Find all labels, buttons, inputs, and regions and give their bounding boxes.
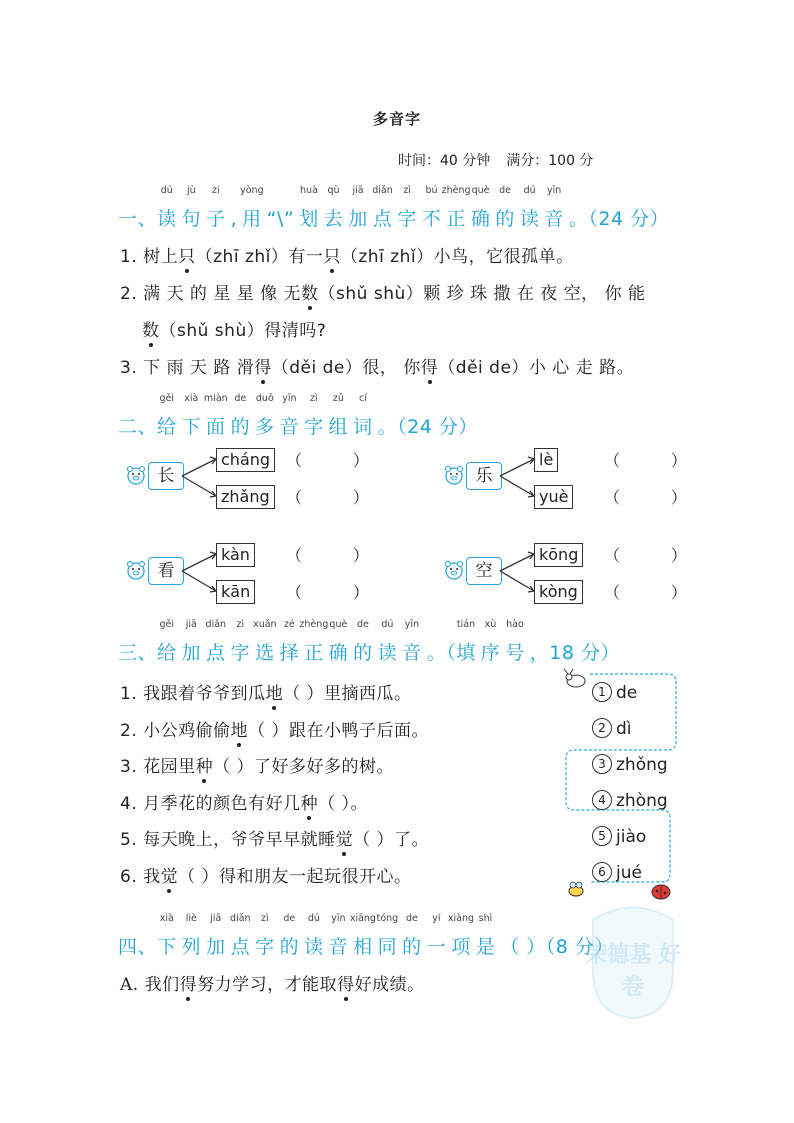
question-3-6: 6. 我觉（ ）得和朋友一起玩很开心。 [120, 862, 412, 887]
polyphone-group [118, 543, 378, 603]
dotted-char: 数 [301, 279, 319, 304]
answer-option-3 [592, 754, 668, 775]
pinyin-annotation: xuǎn [253, 619, 277, 630]
pinyin-annotation: tián [456, 619, 476, 630]
section2-heading-char: 的 de [230, 393, 251, 438]
section1-heading-char: “\” [266, 208, 295, 230]
section4-heading-char: 同 tóng [376, 913, 399, 958]
ladybug-icon [648, 880, 674, 900]
pinyin-annotation: yīn [546, 185, 562, 196]
answer-option-1 [592, 682, 637, 703]
section4-heading-char: 列 liè [181, 913, 202, 958]
option-pinyin: jué [616, 863, 642, 883]
section2-heading-char: 音 yīn [279, 393, 300, 438]
section2-heading-char: 字 zì [304, 393, 324, 438]
pinyin-annotation: zì [403, 185, 411, 196]
pinyin-annotation: xiāng [349, 913, 376, 924]
option-pinyin: dì [616, 719, 632, 739]
section3-heading-char: 点 diǎn [205, 619, 227, 664]
pig-icon [126, 560, 146, 580]
section4-heading-char: 音 yīn [328, 913, 349, 958]
section1-heading-char: 读 dú [157, 185, 177, 230]
time-info [398, 150, 609, 170]
section4-heading: 四、下 xià 列 liè 加 jiā 点 diǎn 字 zì 的 de 读 dú 音 yīn 相 xiāng 同 tóng 的 de 一 yí 项 xiàng 是 shì （ ）（8 分） [118, 913, 614, 958]
section2-heading-char: 多 duō [255, 393, 275, 438]
section1-heading-char: 音 yīn [544, 185, 564, 230]
pinyin-annotation: de [499, 185, 512, 196]
pig-icon [126, 465, 146, 485]
pig-badge [444, 458, 504, 492]
pinyin-annotation: de [283, 913, 296, 924]
pinyin-annotation: dú [523, 185, 536, 196]
pinyin-annotation: dú [381, 619, 394, 630]
polyphone-group [436, 448, 696, 508]
polyphone-group [118, 448, 378, 508]
section3-heading-char: 正 zhèng [299, 619, 329, 664]
section3-heading: 三、给 gěi 加 jiā 点 diǎn 字 zì 选 xuǎn 择 zé 正 zhèng 确 què 的 de 读 dú 音 yīn 。（填 tián 序 xù 号 hào ，18 分） [118, 619, 620, 664]
branch-lines [180, 543, 220, 603]
pig-icon [444, 560, 464, 580]
branch-lines [498, 448, 538, 508]
dotted-char: 得 [337, 970, 355, 995]
question-3-5: 5. 每天晚上，爷爷早早就睡觉（ ）了。 [120, 825, 429, 850]
pinyin-annotation: xiàng [447, 913, 475, 924]
dotted-char: 觉 [161, 862, 179, 887]
pinyin-annotation: bú [425, 185, 438, 196]
question-1-2-cont: 数（shǔ shù）得清吗? [142, 316, 326, 341]
dotted-char: 只 [323, 242, 341, 267]
section1-heading-char: 划 huà [299, 185, 319, 230]
time-limit: 时间：40 分钟 [398, 153, 491, 169]
section4-heading-char: 一 yí [426, 913, 447, 958]
dotted-char: 地 [231, 716, 249, 741]
section4-heading-char: 项 xiàng [447, 913, 475, 958]
pinyin-annotation: shì [478, 913, 493, 924]
pinyin-annotation: zì [310, 393, 318, 404]
option-number: 5 [592, 826, 612, 846]
section3-heading-char: 确 què [328, 619, 349, 664]
pinyin-annotation: zì [261, 913, 269, 924]
watermark-text: 荣德基 好卷 [585, 943, 681, 1000]
pinyin-annotation: duō [255, 393, 274, 404]
pinyin-box-top: kàn [216, 543, 255, 567]
pinyin-annotation: yí [432, 913, 441, 924]
section2-heading-char: 给 gěi [157, 393, 177, 438]
pinyin-annotation: cí [358, 393, 367, 404]
section3-tail-char: 填 tián [456, 619, 476, 664]
pinyin-annotation: zǔ [332, 393, 344, 404]
option-pinyin: zhǒng [616, 755, 668, 775]
section3-heading-char: 字 zì [230, 619, 251, 664]
pinyin-box-bottom: kān [216, 580, 255, 604]
branch-lines [498, 543, 538, 603]
pig-icon [444, 465, 464, 485]
pig-badge [444, 553, 504, 587]
section1-heading-char: , [230, 208, 238, 230]
section2-heading: 二、给 gěi 下 xià 面 miàn 的 de 多 duō 音 yīn 字 zì 组 zǔ 词 cí 。（24 分） [118, 393, 478, 438]
pinyin-annotation: zé [283, 619, 295, 630]
section2-heading-char: 组 zǔ [328, 393, 349, 438]
answer-option-2 [592, 718, 632, 739]
section1-heading-char: 字 zì [397, 185, 417, 230]
pinyin-annotation: hào [506, 619, 524, 630]
pinyin-annotation: tóng [376, 913, 399, 924]
pinyin-annotation: jiā [210, 913, 222, 924]
section1-heading-char: 加 jiā [348, 185, 368, 230]
polyphone-char: 看 [148, 557, 184, 585]
section1-heading-char: 确 què [470, 185, 491, 230]
pinyin-annotation: jiā [185, 619, 197, 630]
answer-blank[interactable]: （ ） [604, 546, 687, 565]
section1-heading-char: 子 zi [206, 185, 226, 230]
option-number: 4 [592, 790, 612, 810]
option-pinyin: jiào [616, 827, 647, 847]
pinyin-annotation: zhèng [441, 185, 471, 196]
section4-heading-char: 的 de [402, 913, 422, 958]
section2-heading-char: 面 miàn [203, 393, 228, 438]
section3-heading-char: 加 jiā [181, 619, 202, 664]
section2-heading-char: 词 cí [353, 393, 373, 438]
pinyin-annotation: de [356, 619, 369, 630]
dotted-char: 数 [142, 316, 160, 341]
question-1-2: 2. 满 天 的 星 星 像 无数（shǔ shù）颗 珍 珠 撒 在 夜 空， 你 能 [120, 279, 646, 304]
section4-heading-char: 是 shì [475, 913, 496, 958]
pinyin-annotation: zhèng [299, 619, 329, 630]
question-1-3: 3. 下 雨 天 路 滑得（děi de）很， 你得（děi de）小 心 走 路。 [120, 353, 634, 378]
section1-heading-char: 句 jù [181, 185, 202, 230]
polyphone-group [436, 543, 696, 603]
section2-heading-char: 下 xià [181, 393, 202, 438]
pinyin-annotation: zì [236, 619, 245, 630]
pinyin-box-top: kōng [534, 543, 583, 567]
pinyin-annotation: xià [184, 393, 199, 404]
page-title: 多音字 [372, 110, 421, 128]
answer-blank[interactable]: （ ） [286, 451, 369, 470]
full-score: 满分：100 分 [506, 153, 594, 169]
section3-tail-char: 号 hào [505, 619, 525, 664]
polyphone-char: 空 [466, 557, 502, 585]
question-1-1: 1. 树上只（zhī zhǐ）有一只（zhī zhǐ）小鸟，它很孤单。 [120, 242, 574, 267]
question-3-3: 3. 花园里种（ ）了好多好多的树。 [120, 752, 394, 777]
section1-heading-char: 不 bú [421, 185, 442, 230]
answer-blank[interactable]: （ ） [286, 546, 369, 565]
section1-heading-char: 读 dú [519, 185, 540, 230]
dotted-char: 只 [178, 242, 196, 267]
pinyin-annotation: de [405, 913, 418, 924]
answer-option-6 [592, 862, 642, 883]
pinyin-box-bottom: zhǎng [216, 485, 275, 509]
pinyin-annotation: dú [160, 185, 173, 196]
pinyin-annotation: diǎn [230, 913, 251, 924]
pinyin-annotation: jù [186, 185, 196, 196]
dotted-char: 地 [266, 679, 284, 704]
pinyin-box-top: cháng [216, 448, 275, 472]
section1-suffix: 。（24 分） [568, 208, 670, 230]
pinyin-annotation: miàn [203, 393, 228, 404]
pinyin-annotation: xià [159, 913, 174, 924]
pinyin-box-top: lè [534, 448, 558, 472]
pinyin-annotation: gěi [159, 619, 175, 630]
pinyin-annotation: zi [211, 185, 220, 196]
option-number: 2 [592, 718, 612, 738]
section4-heading-char: 的 de [279, 913, 300, 958]
dotted-char: 觉 [336, 825, 354, 850]
answer-blank[interactable]: （ ） [604, 451, 687, 470]
answer-blank[interactable]: （ ） [286, 488, 369, 507]
polyphone-char: 乐 [466, 462, 502, 490]
answer-blank[interactable]: （ ） [604, 488, 687, 507]
section1-prefix: 一、 [118, 208, 158, 230]
section3-heading-char: 择 zé [279, 619, 300, 664]
section3-heading-char: 的 de [353, 619, 373, 664]
dotted-char: 种 [196, 752, 214, 777]
section4-heading-char: 加 jiā [206, 913, 226, 958]
answer-option-4 [592, 790, 668, 811]
dotted-char: 得 [421, 353, 439, 378]
option-pinyin: zhòng [616, 791, 668, 811]
option-number: 6 [592, 862, 612, 882]
pinyin-annotation: xù [484, 619, 497, 630]
section3-heading-char: 读 dú [377, 619, 398, 664]
pinyin-annotation: qù [327, 185, 340, 196]
pinyin-annotation: yīn [282, 393, 297, 404]
section1-heading-char: 点 diǎn [372, 185, 393, 230]
section4-heading-char: 字 zì [255, 913, 275, 958]
pinyin-annotation: diǎn [372, 185, 393, 196]
pinyin-annotation: què [329, 619, 348, 630]
section4-heading-char: 相 xiāng [349, 913, 376, 958]
section3-tail-char: 序 xù [480, 619, 501, 664]
question-3-2: 2. 小公鸡偷偷地（ ）跟在小鸭子后面。 [120, 716, 429, 741]
section1-heading-char: 正 zhèng [441, 185, 471, 230]
pig-badge [126, 553, 186, 587]
dotted-char: 得 [254, 353, 272, 378]
pinyin-annotation: yīn [331, 913, 346, 924]
option-a: A. 我们得努力学习，才能取得好成绩。 [120, 970, 425, 995]
dotted-char: 种 [301, 789, 319, 814]
section3-heading-char: 音 yīn [402, 619, 422, 664]
pinyin-annotation: liè [185, 913, 197, 924]
section4-heading-char: 点 diǎn [230, 913, 251, 958]
bug-icon [560, 668, 590, 692]
pinyin-box-bottom: yuè [534, 485, 573, 509]
answer-option-5 [592, 826, 646, 847]
section1-heading-char: 的 de [495, 185, 515, 230]
question-3-4: 4. 月季花的颜色有好几种（ ）。 [120, 789, 368, 814]
pinyin-annotation: de [234, 393, 247, 404]
answer-blank[interactable]: （ ） [604, 583, 687, 602]
option-number: 3 [592, 754, 612, 774]
question-3-1: 1. 我跟着爷爷到瓜地（ ）里摘西瓜。 [120, 679, 412, 704]
pinyin-annotation: jiā [352, 185, 364, 196]
option-pinyin: de [616, 683, 638, 703]
pinyin-annotation: gěi [159, 393, 175, 404]
watermark-logo [578, 900, 688, 1020]
answer-blank[interactable]: （ ） [286, 583, 369, 602]
pinyin-box-bottom: kòng [534, 580, 583, 604]
option-number: 1 [592, 682, 612, 702]
pinyin-annotation: huà [300, 185, 318, 196]
bee-icon [565, 880, 587, 898]
pinyin-annotation: yòng [240, 185, 264, 196]
section3-heading-char: 给 gěi [157, 619, 177, 664]
polyphone-char: 长 [148, 462, 184, 490]
pig-badge [126, 458, 186, 492]
section4-heading-char: 读 dú [304, 913, 324, 958]
pinyin-annotation: què [471, 185, 490, 196]
dotted-char: 得 [180, 970, 198, 995]
section1-heading [118, 185, 670, 231]
branch-lines [180, 448, 220, 508]
section1-heading-char: 去 qù [323, 185, 344, 230]
section4-heading-char: 下 xià [157, 913, 177, 958]
pinyin-annotation: yīn [404, 619, 420, 630]
pinyin-annotation: diǎn [205, 619, 227, 630]
section3-heading-char: 选 xuǎn [253, 619, 277, 664]
section1-heading-char: 用 yòng [240, 185, 264, 230]
pinyin-annotation: dú [307, 913, 320, 924]
